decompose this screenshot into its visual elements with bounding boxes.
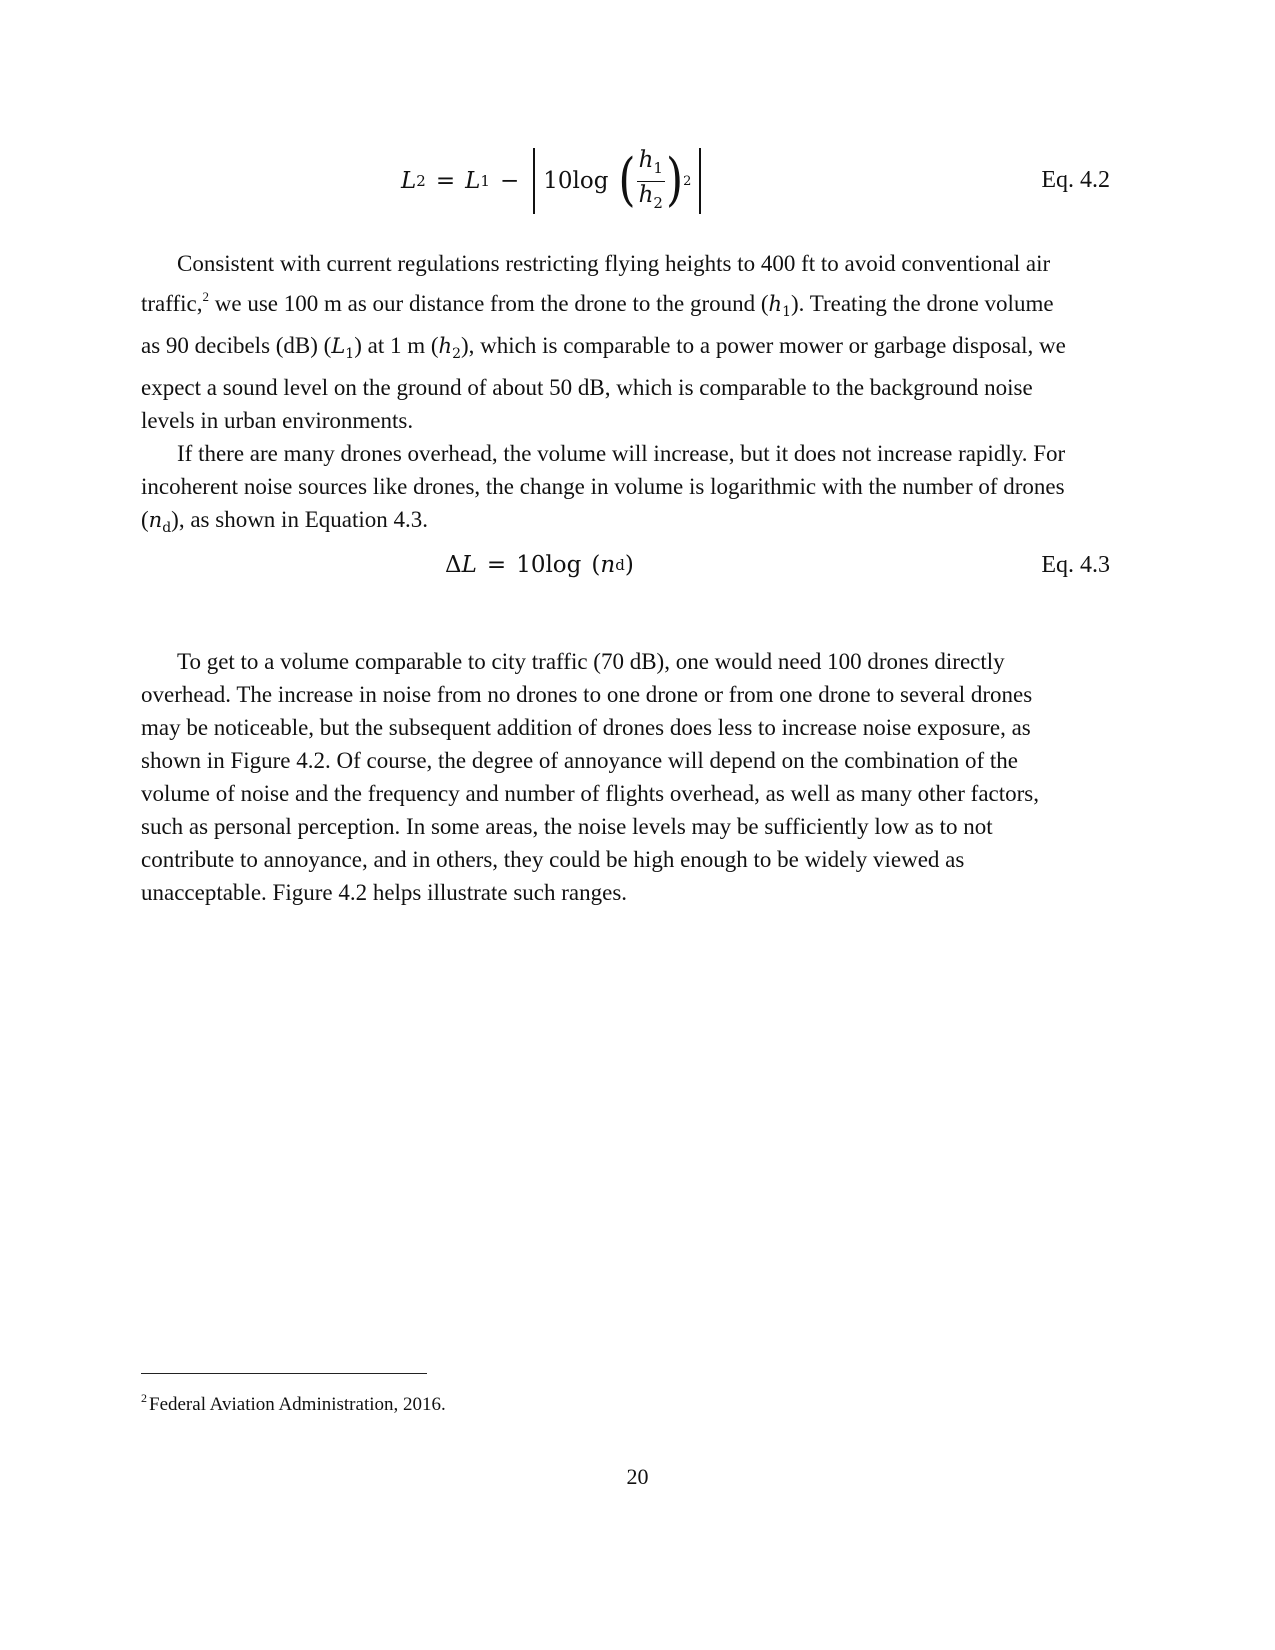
- equation-4-2-label: Eq. 4.2: [1041, 167, 1110, 193]
- footnote: [141, 1391, 446, 1416]
- eq1-equals: =: [435, 168, 456, 194]
- eq1-exponent: 2: [683, 173, 692, 189]
- eq1-frac-den-sub: 2: [653, 193, 663, 212]
- eq1-frac-num-sub: 1: [653, 158, 663, 177]
- eq2-delta: Δ: [445, 552, 462, 578]
- inline-var-nd: $n_d$: [148, 508, 172, 536]
- equation-4-2-expression: [401, 145, 701, 217]
- eq2-var: n: [600, 552, 616, 578]
- eq1-coef: 10log: [543, 168, 609, 194]
- eq1-lhs-sub: 2: [416, 172, 426, 190]
- eq1-right-paren: ): [665, 147, 684, 214]
- footnote-divider: [141, 1373, 427, 1374]
- eq2-lhs: L: [461, 552, 477, 578]
- equation-4-3-label: Eq. 4.3: [1041, 552, 1110, 578]
- eq1-frac-den: h: [638, 181, 654, 208]
- inline-var-L1: $L_1$: [331, 334, 355, 362]
- eq1-rhs-var: L: [465, 168, 481, 194]
- eq2-var-sub: d: [615, 556, 625, 574]
- eq1-lhs: L: [401, 168, 417, 194]
- eq1-minus: −: [499, 168, 520, 194]
- paragraph-3: To get to a volume comparable to city traffic (70 dB), one would need 100 drones directly overhead. The increase in noise from no drones to one drone or from one drone to several drones may be noticeable, but the subsequent addition of drones does less to increase noise exposure, as shown in Figure 4.2. Of course, the degree of annoyance will depend on the combination of the volume of noise and the frequency and number of flights overhead, as well as many other factors, such as personal perception. In some areas, the noise levels may be sufficiently low as to not contribute to annoyance, and in others, they could be high enough to be widely viewed as unacceptable. Figure 4.2 helps illustrate such ranges.: [141, 649, 1039, 905]
- equation-4-2: [140, 145, 1110, 217]
- equation-4-3: [140, 548, 1110, 588]
- inline-var-h2: $h_2$: [438, 334, 461, 362]
- eq2-coef: 10log: [516, 552, 582, 578]
- equation-4-3-expression: Δ L = 10log ( n d ): [445, 552, 634, 578]
- eq2-equals: =: [486, 552, 507, 578]
- eq1-fraction: [637, 147, 665, 216]
- inline-var-h1: $h_1$: [768, 292, 791, 320]
- body-text-block-1: [141, 247, 1076, 545]
- footnote-marker: 2: [141, 1391, 147, 1405]
- eq1-rhs-var-sub: 1: [480, 172, 490, 190]
- eq1-left-paren: (: [618, 147, 636, 214]
- body-text-block-2: [141, 645, 1076, 909]
- page-number: 20: [626, 1464, 649, 1489]
- footnote-text: Federal Aviation Administration, 2016.: [149, 1394, 446, 1415]
- footnote-reference[interactable]: 2: [202, 289, 210, 304]
- paragraph-1: Consistent with current regulations restricting flying heights to 400 ft to avoid conventional air traffic,$^2$ we use 100 m as our distance from the drone to the ground $(h_1)$. Treating the drone volume as 90 decibels (dB) $(L_1)$ at 1 m $(h_2)$, which is comparable to a power mower or garbage disposal, we expect a sound level on the ground of about 50 dB, which is comparable to the background noise levels in urban environments.: [141, 251, 1066, 433]
- paragraph-2: If there are many drones overhead, the volume will increase, but it does not increase rapidly. For incoherent noise sources like drones, the change in volume is logarithmic with the number of drones $(n_d)$, as shown in Equation 4.3.: [141, 441, 1066, 536]
- eq1-frac-num: h: [638, 146, 654, 173]
- eq1-absolute-value: [533, 148, 701, 214]
